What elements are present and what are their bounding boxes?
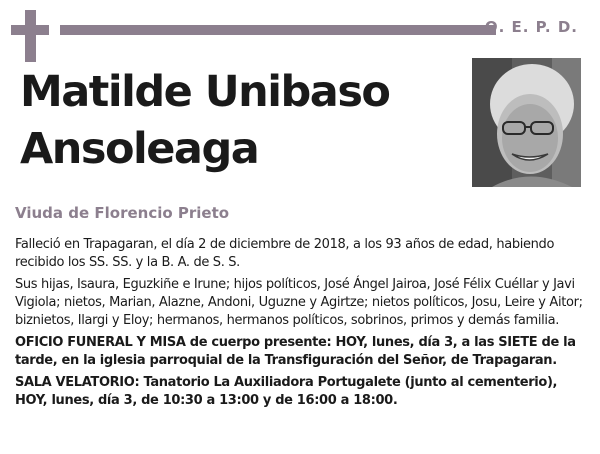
widow-of-subtitle: Viuda de Florencio Prieto bbox=[15, 204, 230, 222]
header-divider-bar bbox=[60, 25, 496, 35]
funeral-paragraph: OFICIO FUNERAL Y MISA de cuerpo presente: HOY, lunes, día 3, a las SIETE de la tarde, en la iglesia parroquial de la Transfiguración del Señor, de Trapagaran. bbox=[15, 335, 576, 368]
family-paragraph: Sus hijas, Isaura, Eguzkiñe e Irune; hijos políticos, José Ángel Jairoa, José Félix Cuéllar y Javi Vigiola; nietos, Marian, Alazne, Andoni, Uguzne y Agirtze; nietos políticos, Josu, Leire y Aitor; biznietos, Ilargi y Eloy; hermanos, hermanos políticos, sobrinos, primos y demás familia. bbox=[15, 277, 583, 328]
cross-icon-crossbar bbox=[11, 25, 49, 35]
portrait-illustration bbox=[472, 58, 581, 187]
qepd-label: Q. E. P. D. bbox=[484, 18, 578, 36]
portrait-photo bbox=[472, 58, 581, 187]
cross-icon bbox=[25, 10, 36, 62]
name-line-2: Ansoleaga bbox=[20, 124, 259, 174]
death-announcement-paragraph: Falleció en Trapagaran, el día 2 de diciembre de 2018, a los 93 años de edad, habiendo recibido los SS. SS. y la B. A. de S. S. bbox=[15, 237, 555, 270]
obituary-body bbox=[15, 236, 587, 414]
wake-room-paragraph: SALA VELATORIO: Tanatorio La Auxiliadora Portugalete (junto al cementerio), HOY, lunes, día 3, de 10:30 a 13:00 y de 16:00 a 18:00. bbox=[15, 375, 558, 408]
name-line-1: Matilde Unibaso bbox=[20, 67, 390, 117]
deceased-name bbox=[20, 64, 460, 178]
